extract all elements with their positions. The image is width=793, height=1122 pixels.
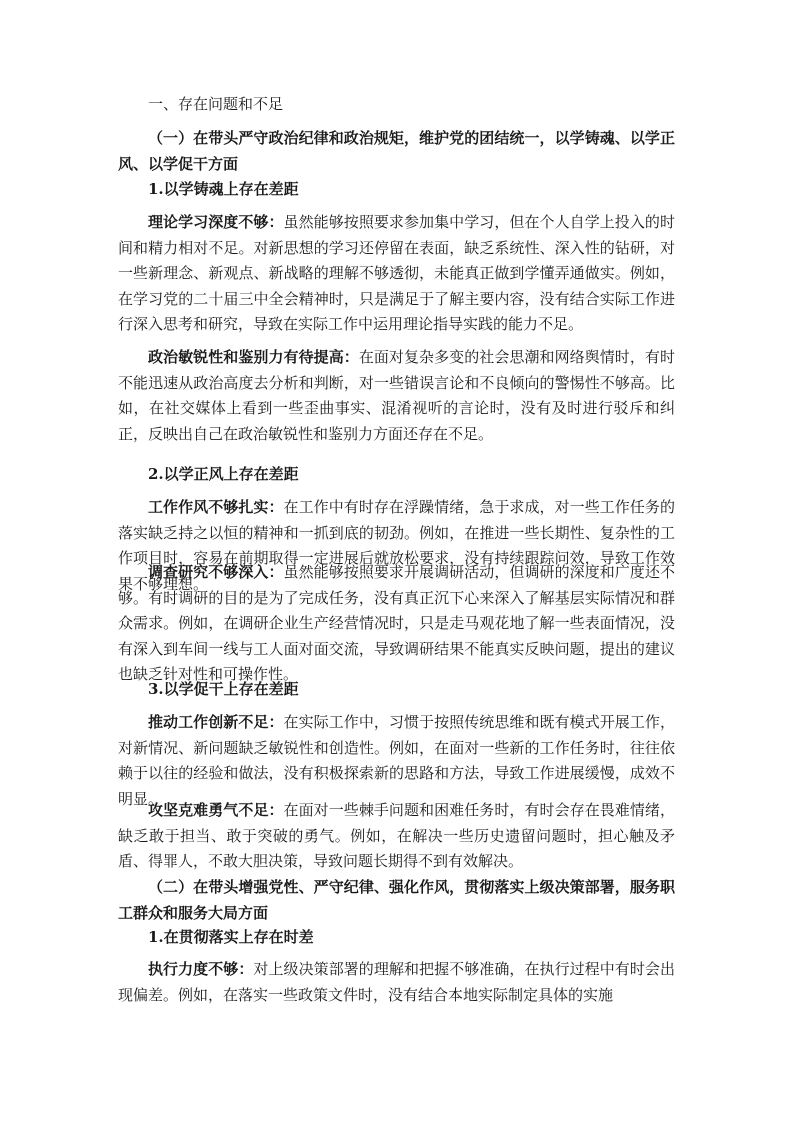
paragraph-body: 在面对复杂多变的社会思潮和网络舆情时，有时不能迅速从政治高度去分析和判断，对一些错误言论和不良倾向的警惕性不够高。比如，在社交媒体上看到一些歪曲事实、混淆视听的言论时，没有及时进行驳斥和纠正，反映出自己在政治敏锐性和鉴别力方面还存在不足。 — [118, 348, 675, 443]
paragraph-lead: 政治敏锐性和鉴别力有待提高： — [148, 348, 359, 366]
part1-sub3-title: 3.以学促干上存在差距 — [148, 680, 299, 698]
paragraph-body: 在面对一些棘手问题和困难任务时，有时会存在畏难情绪，缺乏敢于担当、敢于突破的勇气。例如，在解决一些历史遗留问题时，担心触及矛盾、得罪人，不敢大胆决策，导致问题长期得不到有效解决。 — [118, 801, 675, 870]
section-heading: 一、存在问题和不足 — [148, 95, 284, 113]
part1-sub1-title: 1.以学铸魂上存在差距 — [148, 180, 299, 198]
paragraph-execution — [118, 957, 675, 1008]
paragraph-lead: 攻坚克难勇气不足： — [148, 801, 284, 819]
paragraph-lead: 工作作风不够扎实： — [148, 498, 284, 516]
paragraph-body: 在工作中有时存在浮躁情绪，急于求成，对一些工作任务的落实缺乏持之以恒的精神和一抓到底的韧劲。例如，在推进一些长期性、复杂性的工作项目时，容易在前期取得一定进展后就放松要求，没有持续跟踪问效，导致工作效果不够理想。 — [118, 498, 675, 593]
paragraph-body: 虽然能够按照要求开展调研活动，但调研的深度和广度还不够。有时调研的目的是为了完成任务，没有真正沉下心来深入了解基层实际情况和群众需求。例如，在调研企业生产经营情况时，只是走马观花地了解一些表面情况，没有深入到车间一线与工人面对面交流，导致调研结果不能真实反映问题，提出的建议也缺乏针对性和可操作性。 — [118, 563, 675, 683]
paragraph-courage — [118, 798, 675, 875]
part2-sub1-title: 1.在贯彻落实上存在时差 — [148, 928, 314, 946]
paragraph-lead: 执行力度不够： — [148, 960, 254, 978]
part2-heading: （二）在带头增强党性、严守纪律、强化作风，贯彻落实上级决策部署，服务职工群众和服务大局方面 — [118, 878, 675, 922]
part1-heading: （一）在带头严守政治纪律和政治规矩，维护党的团结统一，以学铸魂、以学正风、以学促干方面 — [118, 129, 675, 173]
paragraph-theory-study — [118, 210, 675, 338]
paragraph-innovation — [118, 710, 675, 812]
paragraph-lead: 调查研究不够深入： — [148, 563, 284, 581]
part1-sub2-title: 2.以学正风上存在差距 — [148, 465, 299, 483]
paragraph-political-sensitivity — [118, 345, 675, 447]
paragraph-body: 在实际工作中，习惯于按照传统思维和既有模式开展工作，对新情况、新问题缺乏敏锐性和创造性。例如，在面对一些新的工作任务时，往往依赖于以往的经验和做法，没有积极探索新的思路和方法，导致工作进展缓慢，成效不明显。 — [118, 713, 675, 808]
paragraph-body: 对上级决策部署的理解和把握不够准确，在执行过程中有时会出现偏差。例如，在落实一些政策文件时，没有结合本地实际制定具体的实施 — [118, 960, 675, 1004]
paragraph-body: 虽然能够按照要求参加集中学习，但在个人自学上投入的时间和精力相对不足。对新思想的学习还停留在表面，缺乏系统性、深入性的钻研，对一些新理念、新观点、新战略的理解不够透彻，未能真正做到学懂弄通做实。例如，在学习党的二十届三中全会精神时，只是满足于了解主要内容，没有结合实际工作进行深入思考和研究，导致在实际工作中运用理论指导实践的能力不足。 — [118, 213, 675, 333]
paragraph-lead: 理论学习深度不够： — [148, 213, 284, 231]
paragraph-investigation — [118, 560, 675, 688]
paragraph-lead: 推动工作创新不足： — [148, 713, 284, 731]
